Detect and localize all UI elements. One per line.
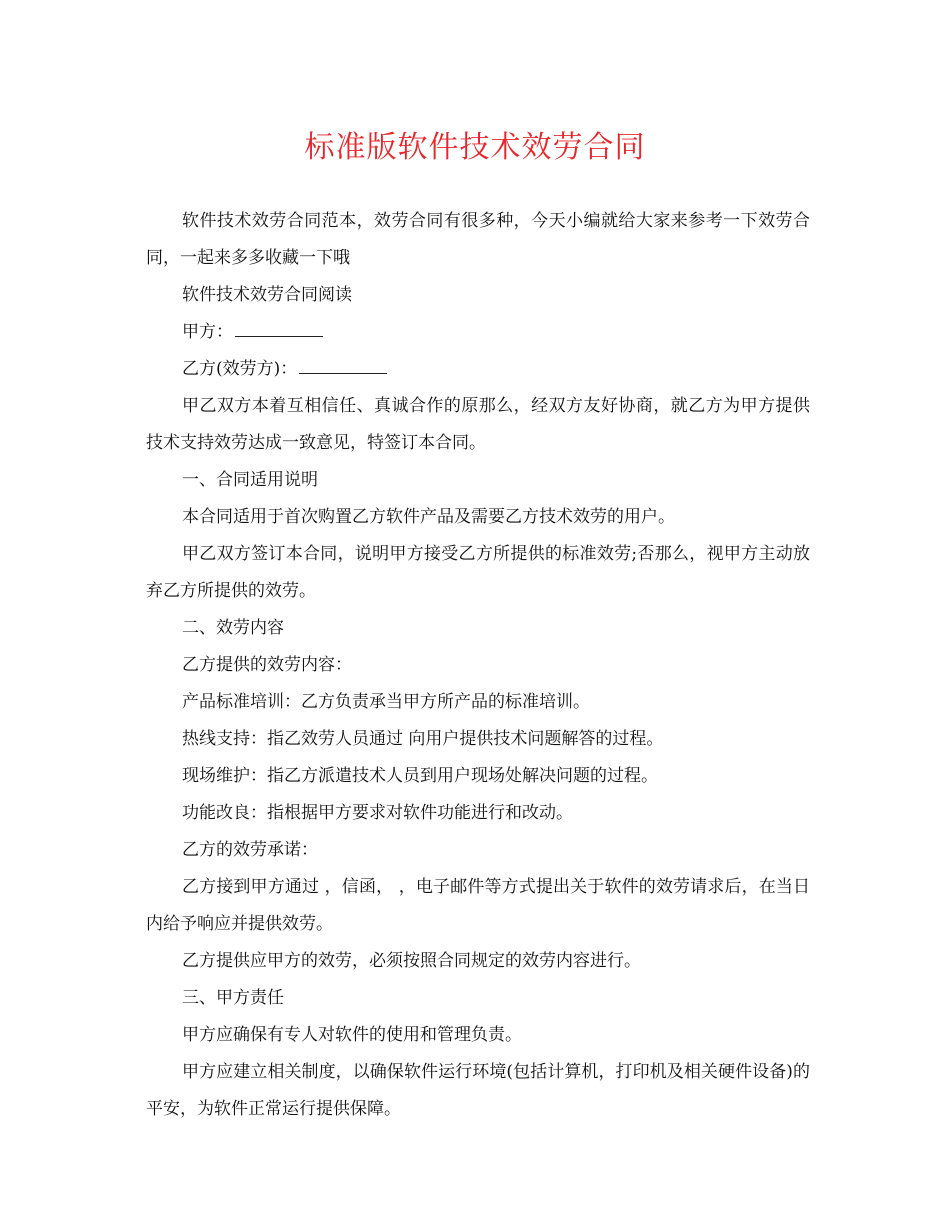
party-b-line [146, 351, 810, 388]
party-a-blank [235, 317, 323, 337]
paragraph: 甲乙双方本着互相信任、真诚合作的原那么，经双方友好协商，就乙方为甲方提供技术支持效劳达成一致意见，特签订本合同。 [146, 396, 810, 453]
paragraph: 甲乙双方签订本合同，说明甲方接受乙方所提供的标准效劳;否那么，视甲方主动放弃乙方所提供的效劳。 [146, 544, 810, 601]
section-heading: 一、合同适用说明 [182, 470, 318, 490]
section-heading: 三、甲方责任 [182, 988, 284, 1008]
paragraph: 乙方提供的效劳内容： [182, 655, 352, 675]
section-heading: 二、效劳内容 [182, 618, 284, 638]
party-a-label: 甲方： [182, 322, 233, 342]
document-body [146, 203, 810, 1128]
party-b-blank [299, 354, 387, 374]
party-a-line [146, 314, 810, 351]
paragraph: 本合同适用于首次购置乙方软件产品及需要乙方技术效劳的用户。 [182, 507, 675, 527]
subtitle-line: 软件技术效劳合同阅读 [182, 285, 352, 305]
paragraph: 产品标准培训：乙方负责承当甲方所产品的标准培训。 [182, 692, 590, 712]
intro-paragraph: 软件技术效劳合同范本，效劳合同有很多种，今天小编就给大家来参考一下效劳合同，一起来多多收藏一下哦 [146, 211, 810, 268]
paragraph: 甲方应建立相关制度，以确保软件运行环境(包括计算机，打印机及相关硬件设备)的平安，为软件正常运行提供保障。 [146, 1062, 810, 1119]
paragraph: 甲方应确保有专人对软件的使用和管理负责。 [182, 1025, 522, 1045]
paragraph: 功能改良：指根据甲方要求对软件功能进行和改动。 [182, 803, 573, 823]
party-b-label: 乙方(效劳方)： [182, 359, 298, 379]
paragraph: 现场维护：指乙方派遣技术人员到用户现场处解决问题的过程。 [182, 766, 658, 786]
paragraph: 乙方接到甲方通过 ，信函， ，电子邮件等方式提出关于软件的效劳请求后，在当日内给予响应并提供效劳。 [146, 877, 810, 934]
paragraph: 乙方提供应甲方的效劳，必须按照合同规定的效劳内容进行。 [182, 951, 641, 971]
paragraph: 热线支持：指乙效劳人员通过 向用户提供技术问题解答的过程。 [182, 729, 664, 749]
paragraph: 乙方的效劳承诺： [182, 840, 318, 860]
document-title: 标准版软件技术效劳合同 [304, 130, 646, 165]
